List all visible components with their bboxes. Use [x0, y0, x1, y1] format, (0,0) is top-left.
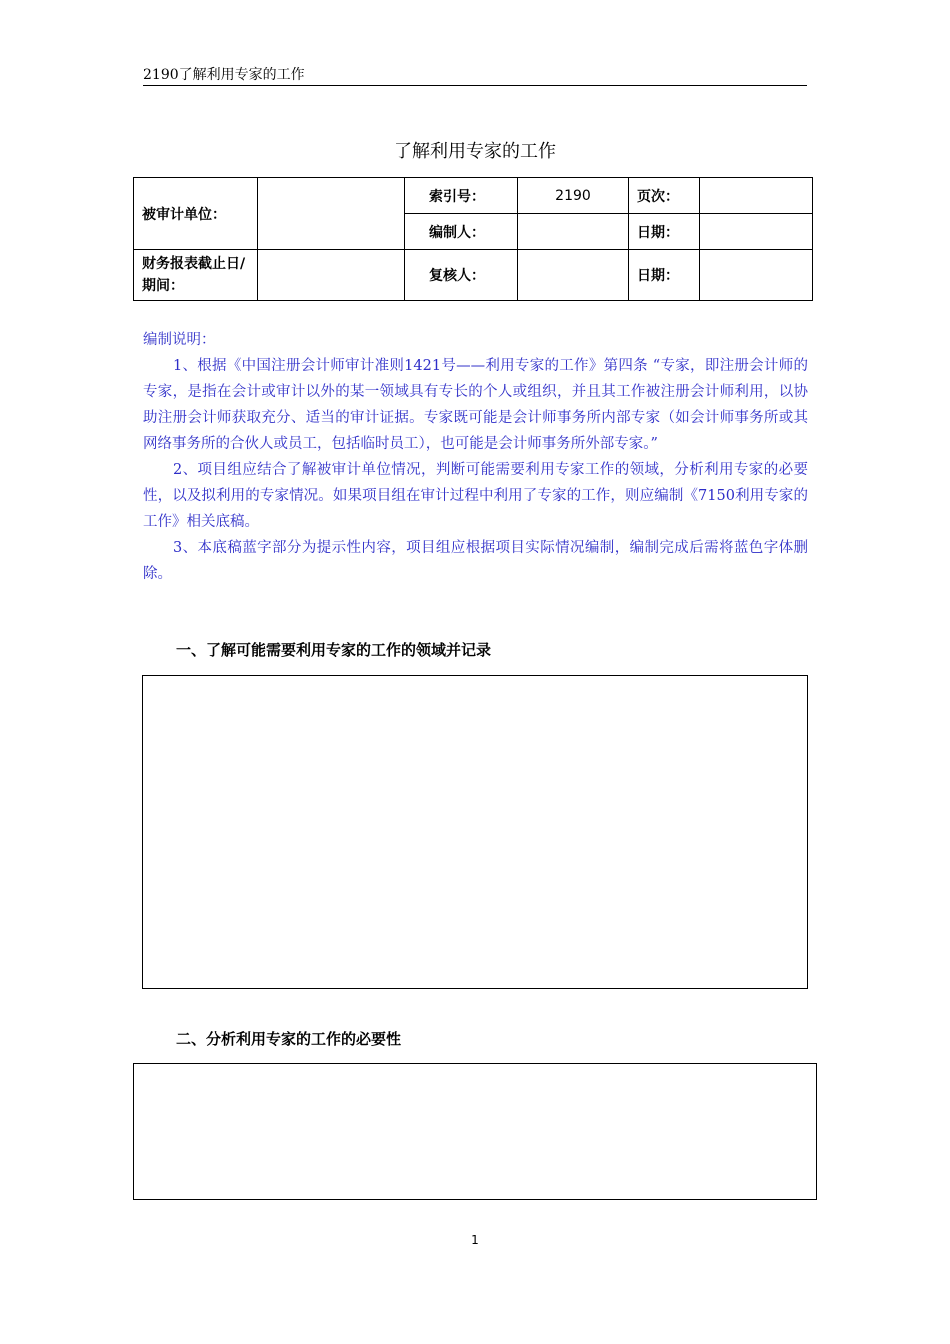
reviewer-field[interactable] — [518, 250, 629, 301]
period-label: 财务报表截止日/期间： — [134, 250, 258, 301]
index-value[interactable]: 2190 — [518, 178, 629, 214]
auditee-label: 被审计单位： — [134, 178, 258, 250]
reviewer-date-label: 日期： — [629, 250, 700, 301]
preparation-notes — [143, 327, 808, 587]
reviewer-date-field[interactable] — [700, 250, 813, 301]
auditee-field[interactable] — [258, 178, 405, 250]
preparer-label: 编制人： — [405, 214, 518, 250]
section-2-input-box[interactable] — [133, 1063, 817, 1200]
note-item-1: 1、根据《中国注册会计师审计准则1421号——利用专家的工作》第四条 “专家，即注册会计师的专家，是指在会计或审计以外的某一领域具有专长的个人或组织，并且其工作被注册会计师利用，以协助注册会计师获取充分、适当的审计证据。专家既可能是会计师事务所内部专家（如会计师事务所或其网络事务所的合伙人或员工，包括临时员工），也可能是会计师事务所外部专家。” — [143, 358, 808, 452]
page-number: 1 — [471, 1233, 479, 1247]
index-label: 索引号： — [405, 178, 518, 214]
note-item-3: 3、本底稿蓝字部分为提示性内容，项目组应根据项目实际情况编制，编制完成后需将蓝色字体删除。 — [143, 540, 808, 582]
section-2-title: 二、分析利用专家的工作的必要性 — [176, 1030, 402, 1048]
section-1-title: 一、了解可能需要利用专家的工作的领域并记录 — [176, 641, 492, 659]
section-1-input-box[interactable] — [142, 675, 808, 989]
page-header: 2190了解利用专家的工作 — [143, 66, 807, 86]
preparer-field[interactable] — [518, 214, 629, 250]
period-field[interactable] — [258, 250, 405, 301]
page-count-label: 页次： — [629, 178, 700, 214]
page-count-field[interactable] — [700, 178, 813, 214]
notes-heading: 编制说明： — [143, 332, 216, 348]
reviewer-label: 复核人： — [405, 250, 518, 301]
preparer-date-field[interactable] — [700, 214, 813, 250]
info-table — [133, 177, 813, 301]
preparer-date-label: 日期： — [629, 214, 700, 250]
document-title: 了解利用专家的工作 — [394, 141, 556, 162]
note-item-2: 2、项目组应结合了解被审计单位情况，判断可能需要利用专家工作的领域，分析利用专家的必要性，以及拟利用的专家情况。如果项目组在审计过程中利用了专家的工作，则应编制《7150利用专家的工作》相关底稿。 — [143, 462, 808, 530]
